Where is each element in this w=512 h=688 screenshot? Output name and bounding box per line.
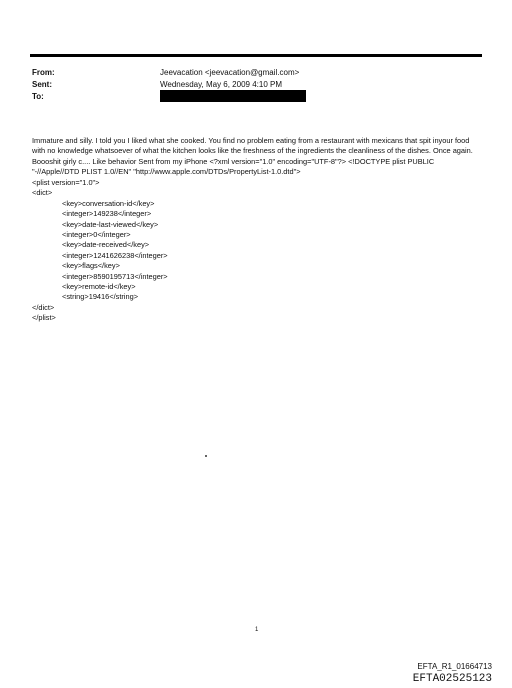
to-label: To: xyxy=(32,92,44,101)
header-rule xyxy=(30,54,482,57)
code-line: <key>conversation-id</key> xyxy=(62,198,155,208)
from-value: Jeevacation <jeevacation@gmail.com> xyxy=(160,68,300,77)
plist-code-block xyxy=(32,178,482,324)
code-line: <integer>0</integer> xyxy=(62,230,131,240)
code-line: <key>flags</key> xyxy=(62,261,120,271)
code-line: <integer>8590195713</integer> xyxy=(62,271,168,281)
code-line: </plist> xyxy=(32,313,56,323)
code-line: <key>date-received</key> xyxy=(62,240,150,250)
code-line: </dict> xyxy=(32,302,55,312)
code-line: <plist version="1.0"> xyxy=(32,178,100,187)
bates-number-1: EFTA_R1_01664713 xyxy=(417,662,492,671)
stray-dot xyxy=(205,455,207,457)
sent-value: Wednesday, May 6, 2009 4:10 PM xyxy=(160,80,282,89)
from-label: From: xyxy=(32,68,55,77)
page-number: 1 xyxy=(255,627,259,633)
code-line: <key>date-last-viewed</key> xyxy=(62,219,159,229)
code-line: <integer>1241626238</integer> xyxy=(62,250,168,260)
to-redaction xyxy=(160,90,306,102)
code-line: <integer>149238</integer> xyxy=(62,209,152,219)
code-line: <dict> xyxy=(32,188,53,198)
code-line: <string>19416</string> xyxy=(62,292,139,302)
code-line: <key>remote-id</key> xyxy=(62,282,136,292)
email-body: Immature and silly. I told you I liked what she cooked. You find no problem eating from a restaurant with mexicans that spit inyour food with no knowledge whatsoever of what the kitchen looks like the freshness of the ingredients the cleanliness of the dishes. Once again. Boooshit girly c.... Like behavior Sent from my iPhone <?xml version="1.0" encoding="UTF-8"?> <!DOCTYPE plist PUBLIC "-//Apple//DTD PLIST 1.0//EN" "http://www.apple.com/DTDs/PropertyList-1.0.dtd"> xyxy=(32,136,473,177)
sent-label: Sent: xyxy=(32,80,52,89)
bates-number-2: EFTA02525123 xyxy=(412,673,492,685)
